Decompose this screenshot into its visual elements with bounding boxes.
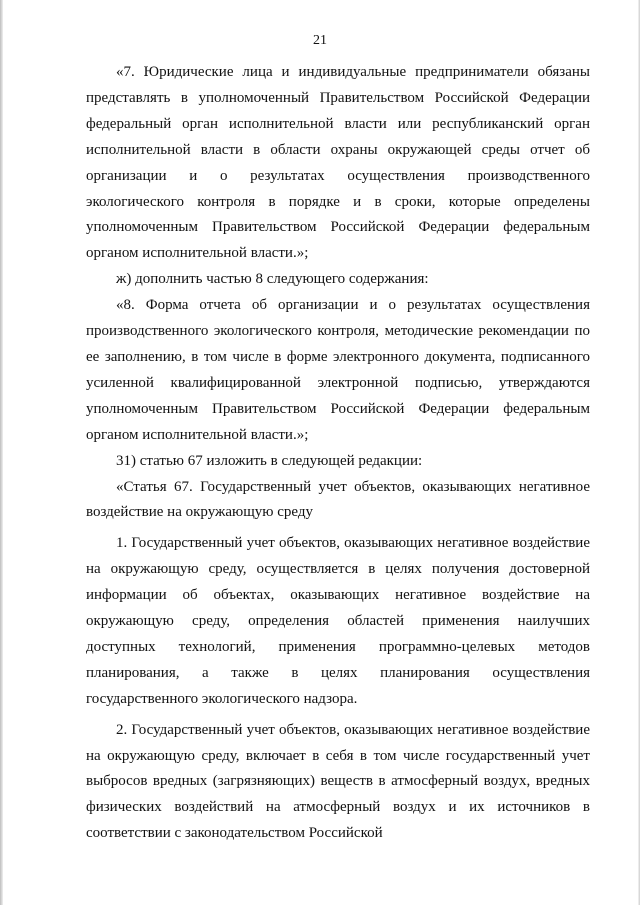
- paragraph-amendment-31: 31) статью 67 изложить в следующей редакции:: [116, 452, 423, 469]
- paragraph-part-8: «8. Форма отчета об организации и о результатах осуществления производственного экологического контроля, методические рекомендации по ее заполнению, в том числе в форме электронного документа, подписанного усиленной квалифицированной электронной подписью, утверждаются уполномоченным Правительством Российской Федерации федеральным органом исполнительной власти.»;: [86, 297, 590, 443]
- page-number: 21: [313, 33, 327, 48]
- paragraph-amendment-zh: ж) дополнить частью 8 следующего содержания:: [116, 271, 429, 288]
- paragraph-part-7: «7. Юридические лица и индивидуальные предприниматели обязаны представлять в уполномоченный Правительством Российской Федерации федеральный орган исполнительной власти или республиканский орган исполнительной власти в области охраны окружающей среды отчет об организации и о результатах осуществления производственного экологического контроля в порядке и в сроки, которые определены уполномоченным Правительством Российской Федерации федеральным органом исполнительной власти.»;: [86, 64, 590, 262]
- document-body: [86, 60, 590, 847]
- article-67-clause-1: 1. Государственный учет объектов, оказывающих негативное воздействие на окружающую среду, осуществляется в целях получения достоверной информации об объектах, оказывающих негативное воздействие на окружающую среду, определения областей применения наилучших доступных технологий, применения программно-целевых методов планирования, а также в целях планирования осуществления государственного экологического надзора.: [86, 535, 590, 707]
- article-67-heading: «Статья 67. Государственный учет объектов, оказывающих негативное воздействие на окружающую среду: [86, 478, 590, 521]
- scan-edge-left: [0, 0, 3, 905]
- article-67-clause-2: 2. Государственный учет объектов, оказывающих негативное воздействие на окружающую среду, включает в себя в том числе государственный учет выбросов вредных (загрязняющих) веществ в атмосферный воздух, вредных физических воздействий на атмосферный воздух и их источников в соответствии с законодательством Российской: [86, 721, 590, 842]
